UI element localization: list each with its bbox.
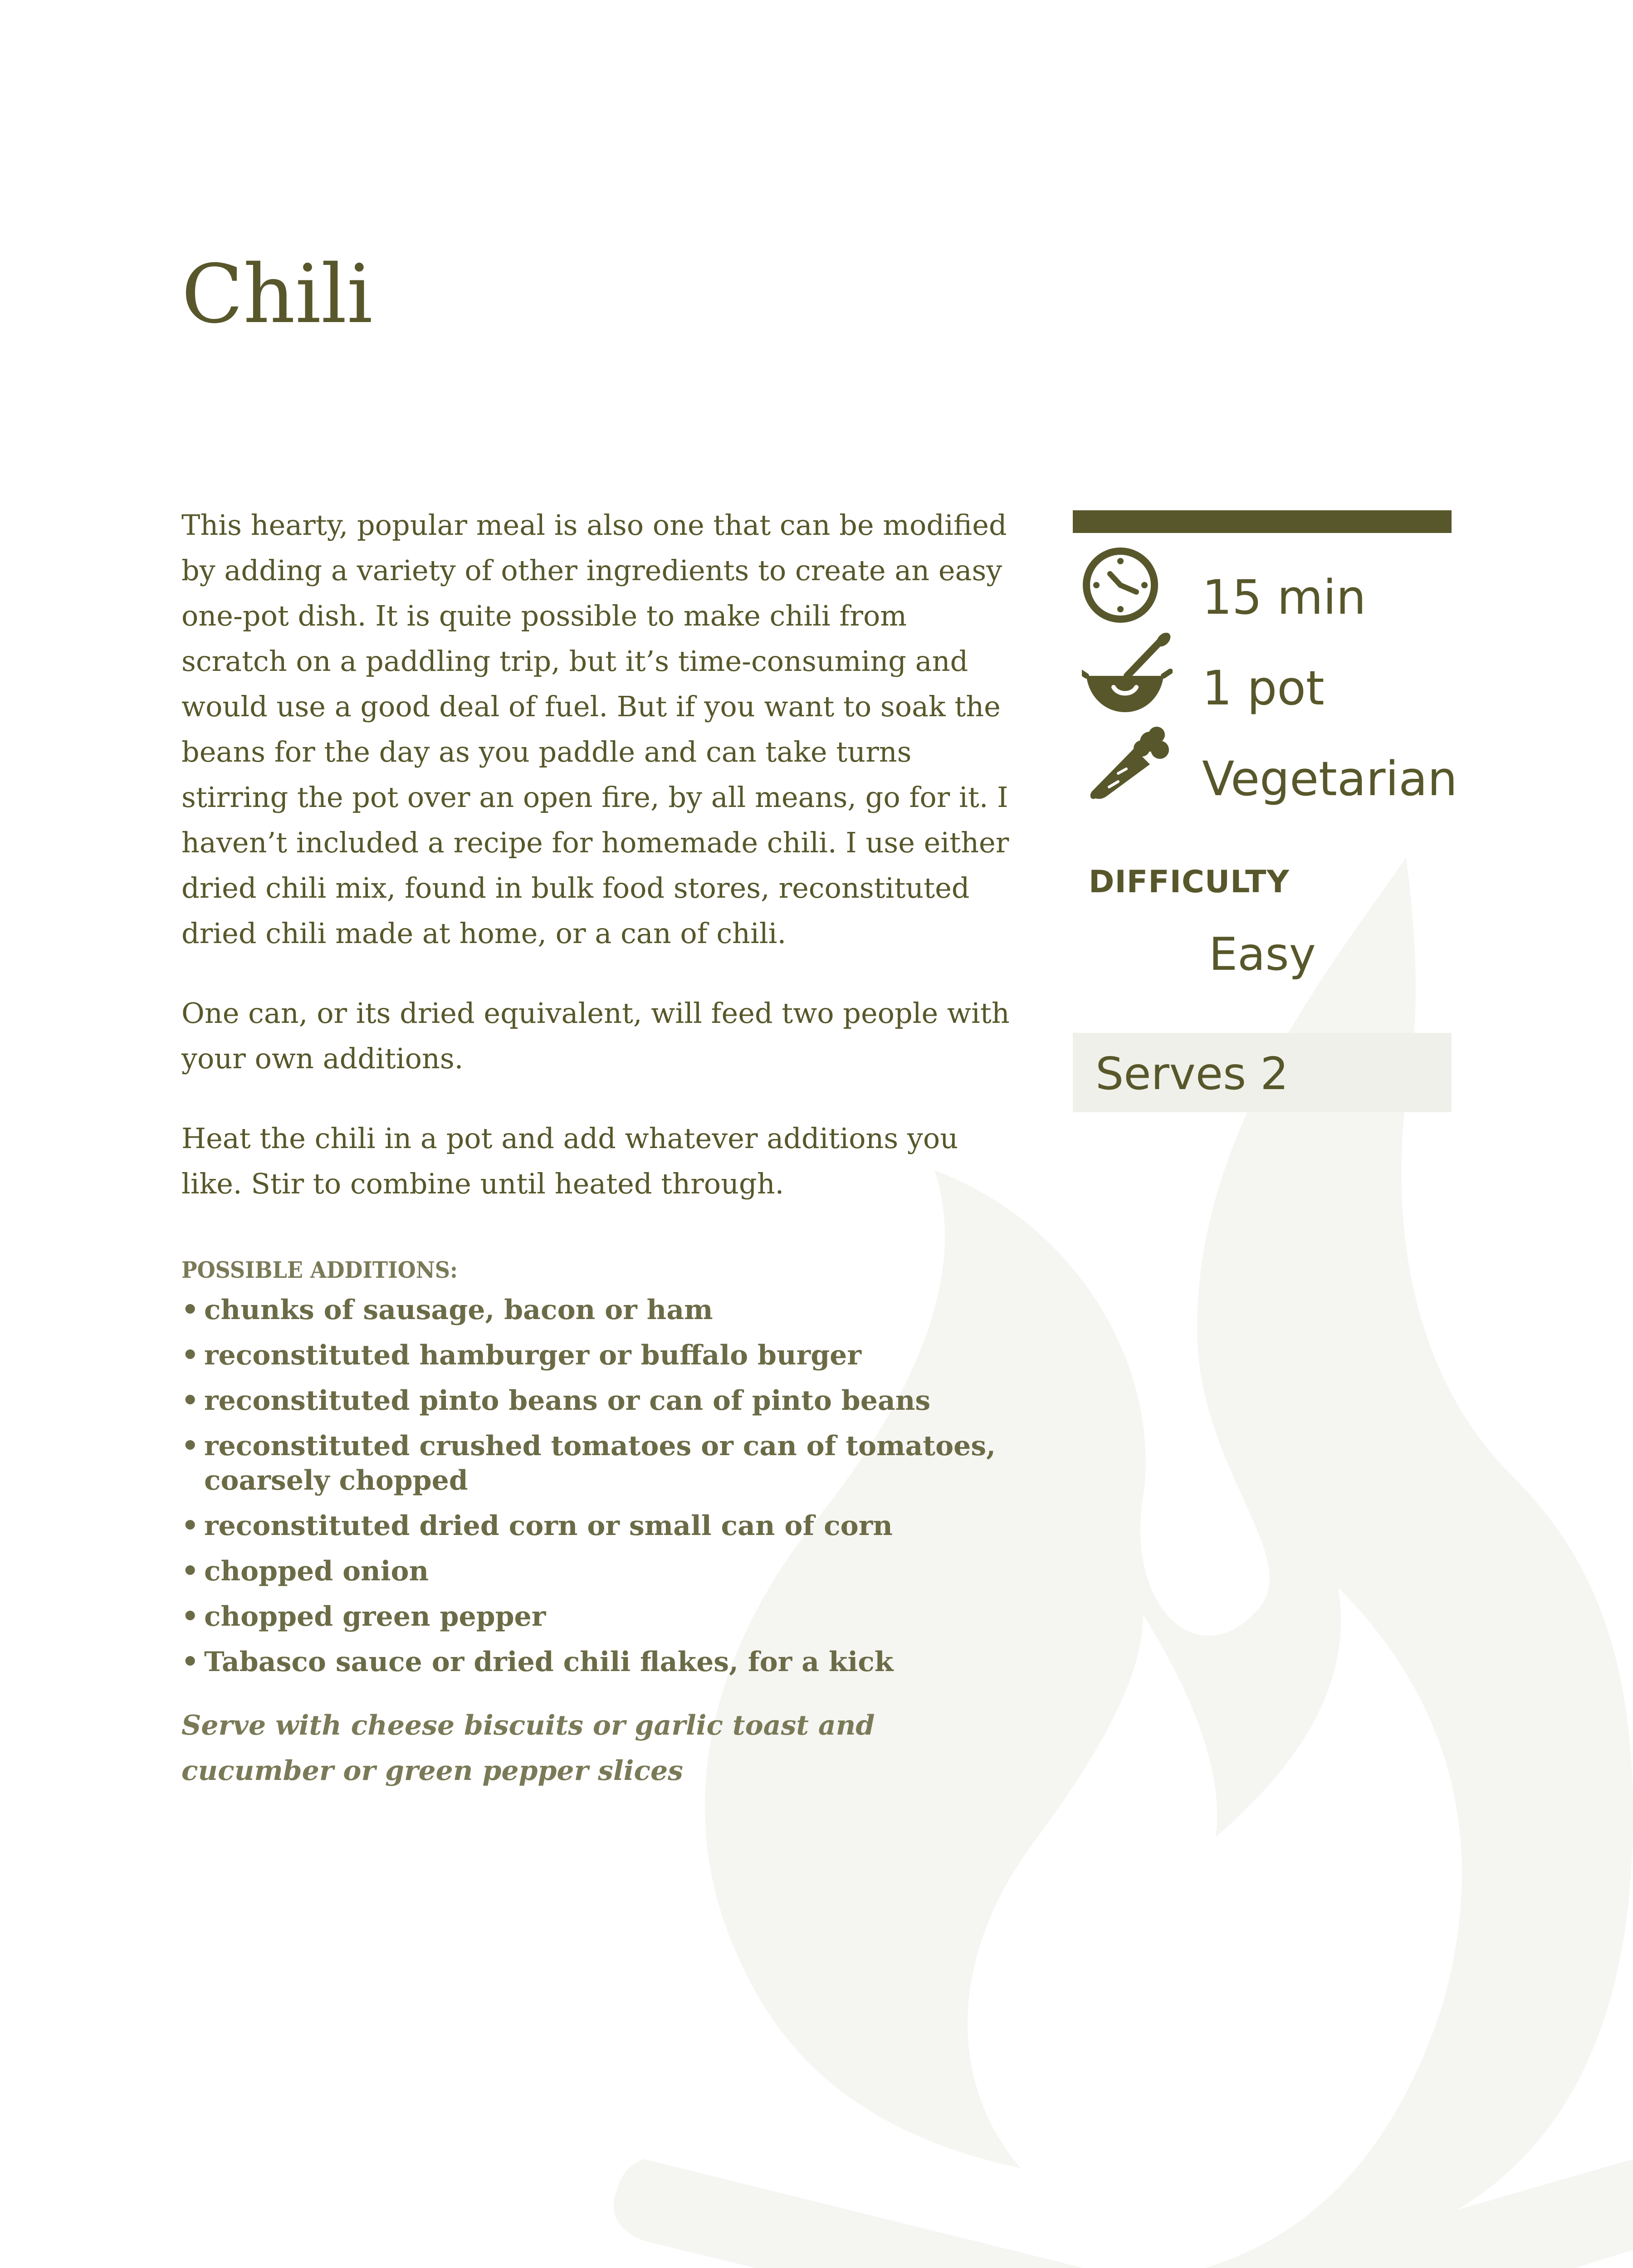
recipe-body xyxy=(181,503,1012,1794)
info-row-pots xyxy=(1073,637,1452,728)
carrot-icon xyxy=(1082,723,1173,805)
serving-suggestion: Serve with cheese biscuits or garlic toast and cucumber or green pepper slices xyxy=(181,1710,875,1787)
bullet: • xyxy=(181,1510,199,1542)
time-value: 15 min xyxy=(1202,570,1366,625)
additions-heading: POSSIBLE ADDITIONS: xyxy=(181,1256,458,1283)
diet-value: Vegetarian xyxy=(1202,751,1457,807)
info-row-diet xyxy=(1073,728,1457,819)
sidebar-top-bar xyxy=(1073,510,1452,533)
pot-icon xyxy=(1082,633,1173,714)
bullet: • xyxy=(181,1601,199,1633)
bullet: • xyxy=(181,1555,199,1587)
clock-icon xyxy=(1082,547,1173,628)
bullet: • xyxy=(181,1646,199,1678)
intro-paragraph: This hearty, popular meal is also one that can be modified by adding a variety of other ingredients to create an easy one-pot dish. It is quite possible to make chili from scratch on a paddling trip, but it’s time-consuming and would use a good deal of fuel. But if you want to soak the beans for the day as you paddle and can take turns stirring the pot over an open fire, by all means, go for it. I haven’t included a recipe for homemade chili. I use either dried chili mix, found in bulk food stores, reconstituted dried chili made at home, or a can of chili. xyxy=(181,508,1009,950)
method-paragraph: Heat the chili in a pot and add whatever additions you like. Stir to combine until heated through. xyxy=(181,1122,958,1200)
list-item: • reconstituted crushed tomatoes or can of tomatoes, coarsely chopped xyxy=(181,1429,1012,1498)
recipe-info-sidebar xyxy=(1073,510,1457,1100)
list-item: • reconstituted dried corn or small can of corn xyxy=(181,1509,1012,1543)
bullet: • xyxy=(181,1430,199,1462)
list-item: • chunks of sausage, bacon or ham xyxy=(181,1293,1012,1327)
list-item: • reconstituted pinto beans or can of pinto beans xyxy=(181,1383,1012,1418)
bullet: • xyxy=(181,1385,199,1417)
serving-paragraph: One can, or its dried equivalent, will feed two people with your own additions. xyxy=(181,997,1010,1075)
recipe-title: Chili xyxy=(181,247,373,341)
bullet: • xyxy=(181,1294,199,1326)
difficulty-value: Easy xyxy=(1209,928,1316,981)
additions-list xyxy=(181,1293,1012,1679)
list-item: • chopped onion xyxy=(181,1554,1012,1589)
list-item: • chopped green pepper xyxy=(181,1599,1012,1634)
list-item: • reconstituted hamburger or buffalo burger xyxy=(181,1338,1012,1373)
difficulty-label: DIFFICULTY xyxy=(1089,864,1290,900)
bullet: • xyxy=(181,1339,199,1371)
serves-value: Serves 2 xyxy=(1095,1048,1289,1100)
info-row-time xyxy=(1073,547,1452,637)
pot-count: 1 pot xyxy=(1202,660,1325,716)
serves-box xyxy=(1073,1033,1452,1112)
list-item: • Tabasco sauce or dried chili flakes, for a kick xyxy=(181,1645,1012,1679)
